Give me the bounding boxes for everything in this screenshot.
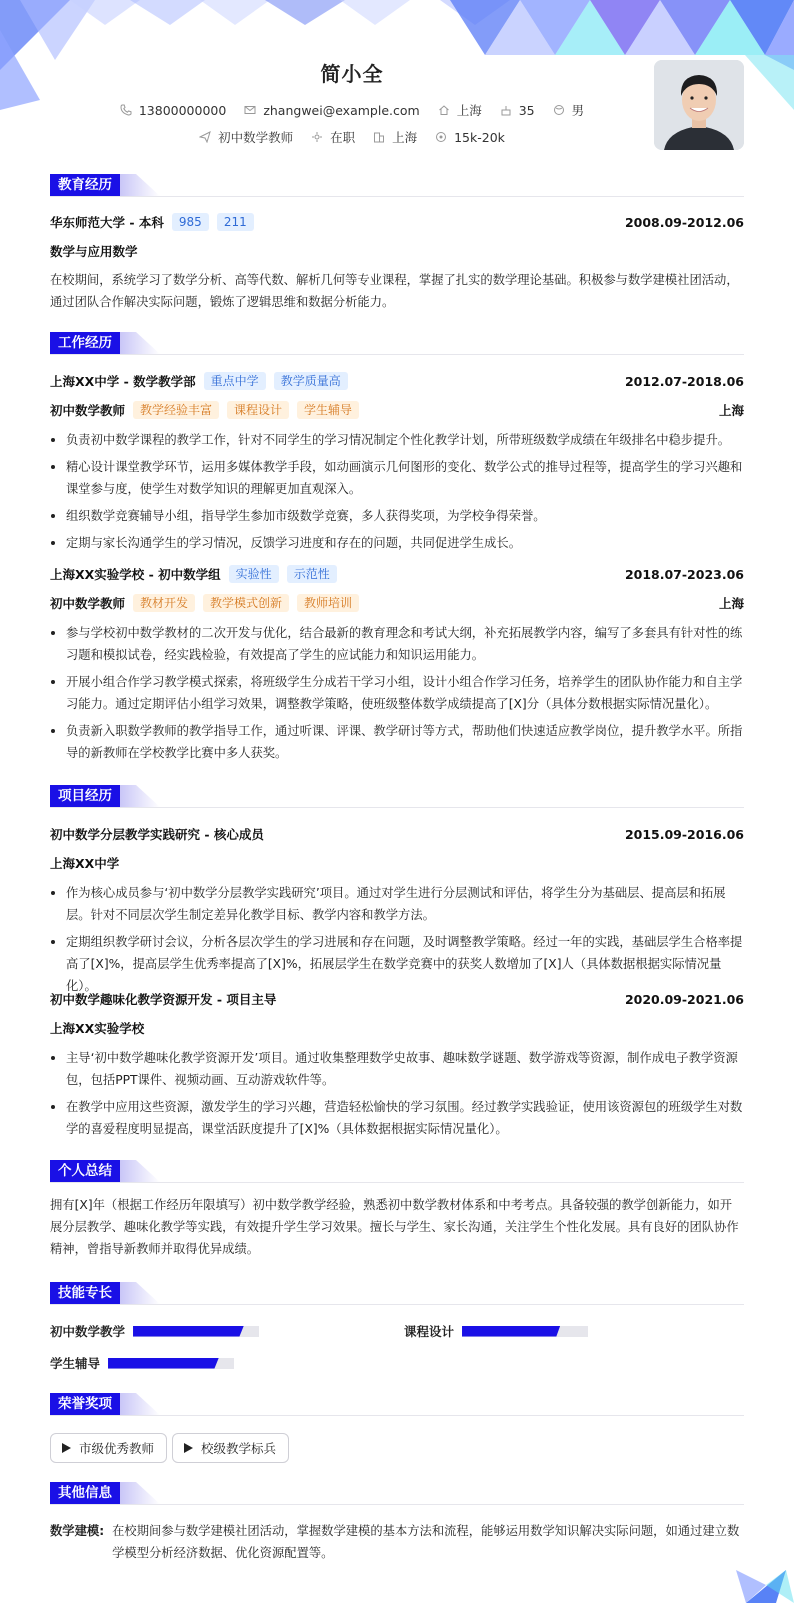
edu-description: 在校期间，系统学习了数学分析、高等代数、解析几何等专业课程，掌握了扎实的数学理论基础。积极参与数学建模社团活动，通过团队合作解决实际问题，锻炼了逻辑思维和数据分析能力。 xyxy=(50,273,739,309)
work-bullets xyxy=(50,429,744,554)
project-bullets xyxy=(50,1047,744,1140)
company-name: 上海XX实验学校 - 初中数学组 xyxy=(50,567,221,582)
contact-row xyxy=(0,101,704,119)
list-item: 定期组织教学研讨会议，分析各层次学生的学习进展和存在问题，及时调整教学策略。经过一年的实践，基础层学生合格率提高了[X]%，提高层学生优秀率提高了[X]%，拓展层学生在数学竞赛中的获奖人数增加了[X]人（具体数据根据实际情况量化）。 xyxy=(50,931,744,997)
list-item: 负责初中数学课程的教学工作，针对不同学生的学习情况制定个性化教学计划，所带班级数学成绩在年级排名中稳步提升。 xyxy=(50,429,744,451)
avatar-portrait xyxy=(654,60,744,150)
role-tag: 学生辅导 xyxy=(297,401,359,419)
project-org: 上海XX中学 xyxy=(50,856,120,871)
award-label: 校级教学标兵 xyxy=(201,1441,277,1456)
building-icon xyxy=(373,131,385,143)
role-tag: 课程设计 xyxy=(227,401,289,419)
phone-text: 13800000000 xyxy=(138,102,227,118)
role-tag: 教学模式创新 xyxy=(203,594,289,612)
job-intent-row xyxy=(0,128,704,146)
skill-level xyxy=(462,1326,560,1337)
skill-bar xyxy=(462,1326,588,1337)
skill-level xyxy=(108,1358,219,1369)
award-badge xyxy=(50,1433,167,1463)
work-section xyxy=(50,332,744,354)
projects-section xyxy=(50,785,744,807)
profile-photo xyxy=(654,60,744,150)
status-item xyxy=(311,128,355,146)
play-icon xyxy=(61,1443,71,1453)
list-item: 负责新入职数学教师的教学指导工作，通过听课、评课、教学研讨等方式，帮助他们快速适应教学岗位，提升教学水平。所指导的新教师在学校教学比赛中多人获奖。 xyxy=(50,720,744,764)
status-icon xyxy=(311,131,323,143)
skill-name: 课程设计 xyxy=(404,1324,455,1339)
role-tag: 教师培训 xyxy=(297,594,359,612)
project-bullets xyxy=(50,882,744,997)
list-item: 参与学校初中数学教材的二次开发与优化，结合最新的教育理念和考试大纲，补充拓展教学内容，编写了多套具有针对性的练习题和模拟试卷，经实践检验，有效提高了学生的应试能力和知识运用能力。 xyxy=(50,622,744,666)
summary-text: 拥有[X]年（根据工作经历年限填写）初中数学教学经验，熟悉初中数学教材体系和中考考点。具备较强的教学创新能力，如开展分层教学、趣味化教学等实践，有效提升学生学习效果。擅长与学生、家长沟通，关注学生个性化发展。具有良好的团队协作精神，曾指导新教师并取得优异成绩。 xyxy=(50,1198,739,1256)
summary-heading xyxy=(50,1160,744,1182)
work-entry-2 xyxy=(50,565,744,769)
skill-item xyxy=(404,1322,588,1340)
education-title: 教育经历 xyxy=(50,174,120,196)
job-role: 初中数学教师 xyxy=(50,596,126,611)
skill-item xyxy=(50,1354,234,1372)
other-item xyxy=(50,1520,740,1564)
skills-heading xyxy=(50,1282,744,1304)
position-text: 初中数学教师 xyxy=(218,130,294,145)
money-icon xyxy=(435,131,447,143)
skill-level xyxy=(133,1326,244,1337)
phone-icon xyxy=(120,104,132,116)
summary-title: 个人总结 xyxy=(50,1160,120,1182)
edu-tag: 985 xyxy=(172,213,209,231)
job-role: 初中数学教师 xyxy=(50,403,126,418)
education-entry xyxy=(50,213,744,313)
other-value: 在校期间参与数学建模社团活动，掌握数学建模的基本方法和流程，能够运用数学知识解决实际问题，如通过建立数学模型分析经济数据、优化资源配置等。 xyxy=(112,1524,740,1560)
email-item xyxy=(244,103,419,118)
cake-icon xyxy=(500,104,512,116)
candidate-name: 简小全 xyxy=(320,62,384,86)
company-tag: 实验性 xyxy=(229,565,279,583)
project-org: 上海XX实验学校 xyxy=(50,1021,145,1036)
list-item: 在教学中应用这些资源，激发学生的学习兴趣，营造轻松愉快的学习氛围。经过教学实践验证，使用该资源包的班级学生对数学的喜爱程度明显提高，课堂活跃度提升了[X]%（具体数据根据实际情况量化）。 xyxy=(50,1096,744,1140)
edu-major: 数学与应用数学 xyxy=(50,244,138,259)
list-item: 定期与家长沟通学生的学习情况，反馈学习进度和存在的问题，共同促进学生成长。 xyxy=(50,532,744,554)
gender-text: 男 xyxy=(571,103,585,118)
work-period: 2012.07-2018.06 xyxy=(624,373,744,389)
work-entry-1 xyxy=(50,372,744,559)
status-text: 在职 xyxy=(330,130,356,145)
list-item: 组织数学竞赛辅导小组，指导学生参加市级数学竞赛，多人获得奖项，为学校争得荣誉。 xyxy=(50,505,744,527)
work-city-text: 上海 xyxy=(392,130,418,145)
project-title: 初中数学分层教学实践研究 - 核心成员 xyxy=(50,827,264,842)
work-period: 2018.07-2023.06 xyxy=(624,566,744,582)
play-icon xyxy=(183,1443,193,1453)
projects-heading xyxy=(50,785,744,807)
other-body xyxy=(50,1520,740,1564)
edu-period: 2008.09-2012.06 xyxy=(624,214,744,230)
work-title: 工作经历 xyxy=(50,332,120,354)
company-tag: 教学质量高 xyxy=(274,372,348,390)
gender-icon xyxy=(553,104,565,116)
job-city: 上海 xyxy=(718,596,744,611)
salary-text: 15k-20k xyxy=(454,129,505,145)
email-text: zhangwei@example.com xyxy=(263,102,420,118)
other-title: 其他信息 xyxy=(50,1482,120,1504)
awards-title: 荣誉奖项 xyxy=(50,1393,120,1415)
salary-item xyxy=(435,130,505,145)
summary-section xyxy=(50,1160,744,1182)
job-city: 上海 xyxy=(718,403,744,418)
email-icon xyxy=(244,104,256,116)
age-item xyxy=(500,103,535,118)
position-item xyxy=(199,128,293,146)
skills-section xyxy=(50,1282,744,1304)
work-bullets xyxy=(50,622,744,764)
skill-name: 学生辅导 xyxy=(50,1356,101,1371)
projects-title: 项目经历 xyxy=(50,785,120,807)
list-item: 开展小组合作学习教学模式探索，将班级学生分成若干学习小组，设计小组合作学习任务，培养学生的团队协作能力和自主学习能力。通过定期评估小组学习效果，调整教学策略，使班级整体数学成绩提高了[X]分（具体分数根据实际情况量化）。 xyxy=(50,671,744,715)
hometown-text: 上海 xyxy=(456,103,482,118)
education-heading xyxy=(50,174,744,196)
edu-tag: 211 xyxy=(217,213,254,231)
awards-heading xyxy=(50,1393,744,1415)
send-icon xyxy=(199,131,211,143)
company-tag: 重点中学 xyxy=(204,372,266,390)
project-period: 2020.09-2021.06 xyxy=(624,991,744,1007)
list-item: 作为核心成员参与‘初中数学分层教学实践研究’项目。通过对学生进行分层测试和评估，将学生分为基础层、提高层和拓展层。针对不同层次学生制定差异化教学目标、教学内容和教学方法。 xyxy=(50,882,744,926)
hometown-item xyxy=(438,101,482,119)
award-label: 市级优秀教师 xyxy=(79,1441,155,1456)
skill-bar xyxy=(108,1358,234,1369)
awards-section xyxy=(50,1393,744,1415)
skill-name: 初中数学教学 xyxy=(50,1324,126,1339)
role-tag: 教材开发 xyxy=(133,594,195,612)
other-heading xyxy=(50,1482,744,1504)
list-item: 主导‘初中数学趣味化教学资源开发’项目。通过收集整理数学史故事、趣味数学谜题、数学游戏等资源，制作成电子教学资源包，包括PPT课件、视频动画、互动游戏软件等。 xyxy=(50,1047,744,1091)
other-key: 数学建模: xyxy=(50,1524,105,1538)
age-text: 35 xyxy=(518,102,535,118)
project-period: 2015.09-2016.06 xyxy=(624,826,744,842)
project-entry-2 xyxy=(50,990,744,1145)
project-entry-1 xyxy=(50,825,744,1002)
work-city-item xyxy=(373,128,417,146)
role-tag: 教学经验丰富 xyxy=(133,401,219,419)
award-badge xyxy=(172,1433,289,1463)
other-section xyxy=(50,1482,744,1504)
gender-item xyxy=(553,101,585,119)
list-item: 精心设计课堂教学环节，运用多媒体教学手段，如动画演示几何图形的变化、数学公式的推导过程等，提高学生的学习兴趣和课堂参与度，使学生对数学知识的理解更加直观深入。 xyxy=(50,456,744,500)
summary-body xyxy=(50,1194,744,1260)
education-section xyxy=(50,174,744,196)
work-heading xyxy=(50,332,744,354)
phone-item xyxy=(120,103,226,118)
skill-item xyxy=(50,1322,259,1340)
company-name: 上海XX中学 - 数学教学部 xyxy=(50,374,196,389)
company-tag: 示范性 xyxy=(287,565,337,583)
school-name: 华东师范大学 - 本科 xyxy=(50,215,164,230)
home-icon xyxy=(438,104,450,116)
skill-bar xyxy=(133,1326,259,1337)
skills-title: 技能专长 xyxy=(50,1282,120,1304)
project-title: 初中数学趣味化教学资源开发 - 项目主导 xyxy=(50,992,277,1007)
